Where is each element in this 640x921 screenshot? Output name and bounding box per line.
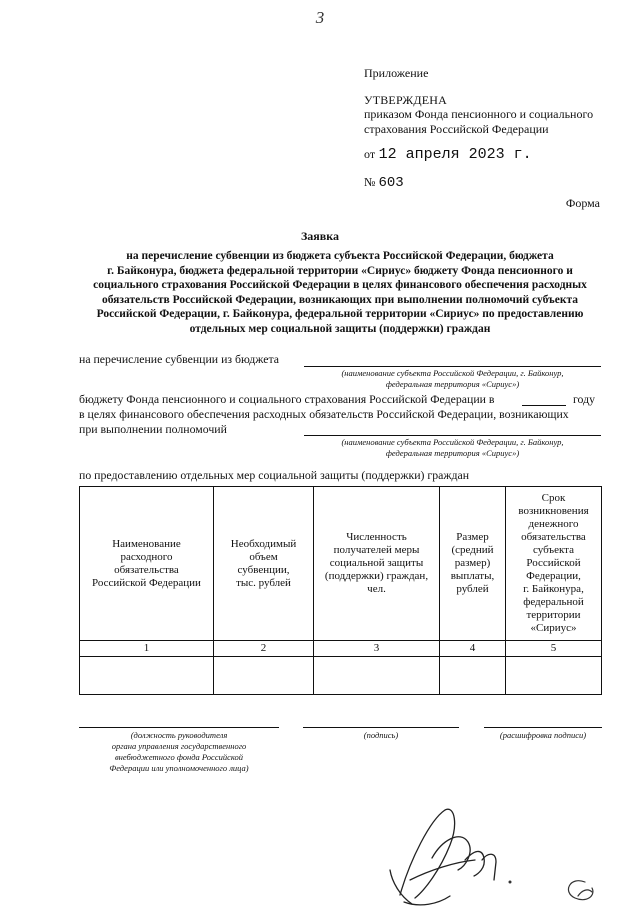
- header-cell-recipients: Численность получателей меры социальной защиты (поддержки) граждан, чел.: [314, 487, 440, 641]
- column-number: 4: [440, 641, 506, 657]
- number-prefix: №: [364, 175, 376, 189]
- hint-line: федеральная территория «Сириус»): [385, 448, 520, 458]
- document-subtitle: [80, 249, 600, 336]
- position-field[interactable]: [79, 727, 279, 728]
- header-cell-volume: Необходимый объем субвенции, тыс. рублей: [214, 487, 314, 641]
- appendix-label: Приложение: [364, 66, 429, 80]
- order-number: [364, 175, 404, 191]
- subtitle-line: Российской Федерации, г. Байконура, федеральной территории «Сириус» по предоставлению: [96, 308, 584, 320]
- table-header-row: [80, 487, 602, 641]
- table-number-row: [80, 641, 602, 657]
- data-cell[interactable]: [440, 657, 506, 695]
- subtitle-line: на перечисление субвенции из бюджета субъекта Российской Федерации, бюджета: [126, 250, 554, 262]
- subject-name-field[interactable]: [304, 435, 601, 436]
- page-number: 3: [315, 8, 325, 27]
- data-cell[interactable]: [314, 657, 440, 695]
- data-cell[interactable]: [506, 657, 602, 695]
- order-date: [364, 146, 532, 163]
- decoding-hint: (расшифровка подписи): [499, 730, 587, 740]
- column-number: 2: [214, 641, 314, 657]
- subject-name-hint: [304, 437, 601, 459]
- data-cell[interactable]: [80, 657, 214, 695]
- signature-field[interactable]: [303, 727, 459, 728]
- initials-mark: [568, 881, 592, 900]
- table-data-row: [80, 657, 602, 695]
- subvention-table: [79, 486, 602, 695]
- document-title: Заявка: [300, 229, 340, 243]
- header-cell-payment-size: Размер (средний размер) выплаты, рублей: [440, 487, 506, 641]
- column-number: 1: [80, 641, 214, 657]
- column-number: 3: [314, 641, 440, 657]
- approved-title: УТВЕРЖДЕНА: [364, 93, 448, 107]
- number-value: 603: [378, 175, 404, 191]
- budget-name-hint: [304, 368, 601, 390]
- approved-by-line-2: страхования Российской Федерации: [364, 122, 549, 136]
- date-value: 12 апреля 2023 г.: [378, 146, 532, 163]
- para-line-3: при выполнении полномочий: [79, 422, 227, 436]
- form-label: Форма: [565, 196, 600, 210]
- date-prefix: от: [364, 147, 376, 161]
- approved-by-line-1: приказом Фонда пенсионного и социального: [364, 107, 594, 121]
- header-cell-obligation-term: Срок возникновения денежного обязательства субъекта Российской Федерации, г. Байконура, федеральной территории «Сириус»: [506, 487, 602, 641]
- subtitle-line: г. Байконура, бюджета федеральной территории «Сириус» бюджету Фонда пенсионного и: [107, 264, 573, 277]
- data-cell[interactable]: [214, 657, 314, 695]
- budget-name-field[interactable]: [304, 366, 601, 367]
- hint-line: федеральная территория «Сириус»): [385, 379, 520, 389]
- para-line-2: в целях финансового обеспечения расходных обязательств Российской Федерации, возникающих: [79, 407, 569, 421]
- para-line-4: по предоставлению отдельных мер социальной защиты (поддержки) граждан: [79, 468, 470, 482]
- position-hint: (должность руководителя органа управления государственного внебюджетного фонда Российской Федерации или уполномоченного лица): [109, 730, 249, 773]
- decoding-field[interactable]: [484, 727, 602, 728]
- header-cell-expenditure: Наименование расходного обязательства Российской Федерации: [80, 487, 214, 641]
- signature-hint: (подпись): [363, 730, 399, 740]
- subtitle-line: обязательств Российской Федерации, возникающих при выполнении полномочий субъекта: [101, 293, 579, 306]
- handwritten-signature: [370, 800, 610, 918]
- year-field[interactable]: [522, 405, 566, 406]
- para-line-1-end: году: [573, 392, 596, 406]
- column-number: 5: [506, 641, 602, 657]
- hint-line: (наименование субъекта Российской Федерации, г. Байконур,: [341, 437, 564, 447]
- para-line-1-start: бюджету Фонда пенсионного и социального страхования Российской Федерации в: [79, 392, 495, 406]
- subtitle-line: отдельных мер социальной защиты (поддержки) граждан: [189, 322, 491, 335]
- budget-line-label: на перечисление субвенции из бюджета: [79, 352, 279, 366]
- subtitle-line: социального страхования Российской Федерации в целях финансового обеспечения расходных: [93, 279, 587, 291]
- hint-line: (наименование субъекта Российской Федерации, г. Байконур,: [341, 368, 564, 378]
